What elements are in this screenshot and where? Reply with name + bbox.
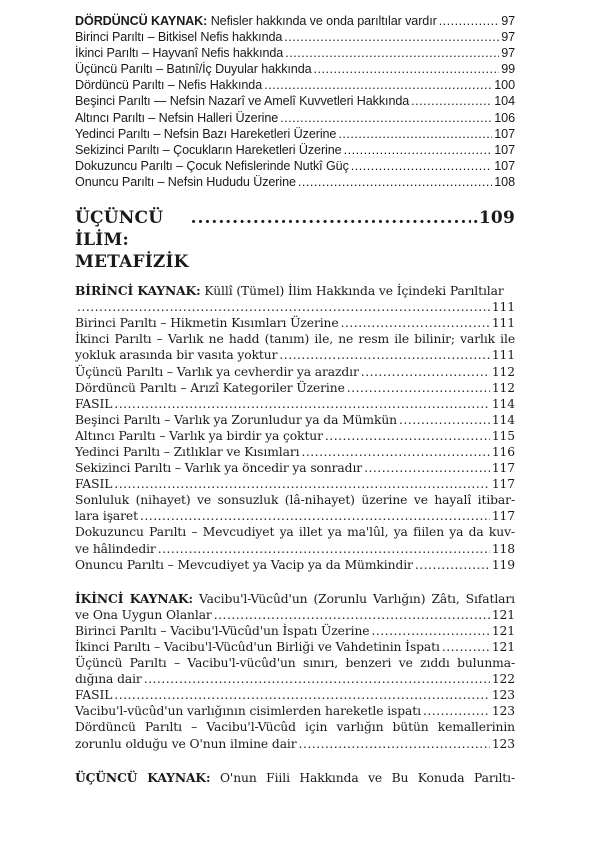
dot-leader	[351, 158, 492, 174]
page-number: 108	[494, 174, 515, 189]
toc-source-heading	[75, 770, 515, 786]
toc-entry	[75, 142, 515, 158]
entry-title: Yedinci Parıltı – Zıtlıklar ve Kısımları	[75, 444, 300, 459]
dot-leader	[214, 607, 490, 623]
page-number: 107	[494, 142, 515, 157]
entry-title: İkinci Parıltı – Vacibu'l-Vücûd'un Birliği ve Vahdetinin İspatı	[75, 640, 440, 654]
page-number: 97	[501, 46, 515, 61]
page-number: 111	[491, 348, 515, 363]
source-label: İKİNCİ KAYNAK:	[75, 590, 193, 606]
page-number: 112	[491, 364, 515, 379]
toc-entry	[75, 460, 515, 476]
toc-entry-title-line: Dördüncü Parıltı – Vacibu'l-Vücûd için varlığın bütün kemallerinin	[75, 720, 515, 735]
dot-leader	[114, 476, 490, 492]
dot-leader	[439, 13, 500, 29]
entry-title: lara işaret	[75, 509, 138, 524]
dot-leader	[140, 508, 490, 524]
entry-title: Sekizinci Parıltı – Varlık ya öncedir ya sonradır	[75, 461, 363, 476]
toc-entry	[75, 347, 515, 363]
toc-source-entry	[75, 13, 515, 29]
dot-leader	[344, 142, 493, 158]
page-number: 114	[491, 396, 515, 411]
toc-entry	[75, 687, 515, 703]
toc-entry	[75, 607, 515, 623]
source-title: Vacibu'l-Vücûd'un (Zorunlu Varlığın) Zâtı, Sıfatları	[198, 591, 515, 606]
toc-entry	[75, 444, 515, 460]
dot-leader	[399, 412, 490, 428]
page-number: 111	[491, 316, 515, 331]
page-number: 97	[501, 14, 515, 28]
toc-entry-title-line: Üçüncü Parıltı – Vacibu'l-vücûd'un sınırı, benzeri ve zıddı bulunma-	[75, 656, 515, 671]
page-number: 118	[491, 541, 515, 556]
source-title: Nefisler hakkında ve onda parıltılar vardır	[210, 14, 437, 28]
toc-entry	[75, 396, 515, 412]
entry-title: Onuncu Parıltı – Nefsin Hududu Üzerine	[75, 174, 296, 189]
page-number: 123	[491, 736, 515, 751]
entry-title: ve hâlindedir	[75, 541, 156, 556]
entry-title: Altıncı Parıltı – Varlık ya birdir ya çoktur	[75, 428, 323, 443]
page-number: 119	[491, 557, 515, 572]
toc-source-heading	[75, 283, 515, 299]
dot-leader	[361, 364, 490, 380]
source-label: DÖRDÜNCÜ KAYNAK:	[75, 14, 208, 28]
page-number: 117	[491, 509, 515, 524]
dot-leader	[280, 110, 492, 126]
dot-leader	[411, 93, 492, 109]
toc-entry-title-line: Dokuzuncu Parıltı – Mevcudiyet ya illet ya ma'lûl, ya fiilen ya da kuv-	[75, 525, 515, 540]
page-number: 116	[491, 444, 515, 459]
page-number: 123	[491, 704, 515, 719]
page-number: 106	[494, 110, 515, 125]
toc-entry	[75, 126, 515, 142]
entry-title: Onuncu Parıltı – Mevcudiyet ya Vacip ya da Mümkindir	[75, 557, 413, 572]
dot-leader	[347, 380, 490, 396]
entry-title: dığına dair	[75, 672, 142, 687]
dot-leader	[158, 541, 490, 557]
dot-leader	[264, 77, 492, 93]
dot-leader	[423, 703, 490, 719]
entry-title: Dördüncü Parıltı – Arızî Kategoriler Üzerine	[75, 380, 345, 395]
entry-title: Beşinci Parıltı — Nefsin Nazarî ve Amelî Kuvvetleri Hakkında	[75, 94, 410, 109]
dot-leader	[144, 671, 490, 687]
entry-title: Dördüncü Parıltı – Nefis Hakkında	[75, 78, 263, 93]
toc-entry	[75, 639, 515, 655]
toc-entry	[75, 315, 515, 331]
entry-title: Üçüncü Parıltı – Batınî/İç Duyular hakkında	[75, 62, 312, 77]
page-number: 100	[494, 78, 515, 93]
entry-title: Birinci Parıltı – Hikmetin Kısımları Üzerine	[75, 316, 339, 331]
toc-entry	[75, 110, 515, 126]
page-number: 123	[491, 688, 515, 703]
entry-title: Üçüncü Parıltı – Varlık ya cevherdir ya arazdır	[75, 364, 359, 379]
page-number: 121	[491, 640, 515, 654]
dot-leader	[325, 428, 490, 444]
entry-title: ve Ona Uygun Olanlar	[75, 607, 212, 622]
entry-title: Birinci Parıltı – Bitkisel Nefis hakkında	[75, 30, 283, 45]
toc-entry	[75, 93, 515, 109]
entry-title: yokluk arasında bir vasıta yoktur	[75, 348, 278, 363]
toc-entry	[75, 541, 515, 557]
chapter-page-number: .109	[472, 208, 515, 229]
page-number: 115	[491, 428, 515, 443]
toc-entry	[75, 299, 515, 315]
source-title: Küllî (Tümel) İlim Hakkında ve İçindeki Parıltılar	[204, 284, 504, 299]
page-number: 99	[501, 62, 515, 77]
dot-leader	[279, 347, 489, 363]
toc-entry	[75, 412, 515, 428]
toc-entry	[75, 623, 515, 639]
page-number: 104	[494, 94, 515, 109]
dot-leader	[415, 557, 490, 573]
dot-leader	[114, 687, 490, 703]
page-number: 122	[491, 672, 515, 687]
dot-leader	[301, 444, 489, 460]
dot-leader	[371, 623, 489, 639]
toc-entry	[75, 174, 515, 190]
entry-title: FASIL	[75, 396, 113, 411]
section-spacer	[75, 752, 515, 770]
toc-entry	[75, 508, 515, 524]
toc-source-heading	[75, 591, 515, 607]
page-number: 117	[491, 461, 515, 476]
section-spacer	[75, 573, 515, 591]
toc-entry	[75, 736, 515, 752]
chapter-title: ÜÇÜNCÜ İLİM: METAFİZİK	[75, 208, 189, 273]
entry-title: FASIL	[75, 477, 113, 492]
entry-title: Birinci Parıltı – Vacibu'l-Vücûd'un İspatı Üzerine	[75, 623, 370, 638]
source-label: BİRİNCİ KAYNAK:	[75, 283, 201, 299]
toc-entry	[75, 29, 515, 45]
page-number: 117	[491, 477, 515, 492]
source-title: O'nun Fiili Hakkında ve Bu Konuda Parıltı-	[219, 770, 515, 785]
toc-entry	[75, 476, 515, 492]
dot-leader	[191, 207, 471, 229]
toc-entry	[75, 45, 515, 61]
dot-leader	[442, 639, 490, 655]
source-label: ÜÇÜNCÜ KAYNAK:	[75, 769, 211, 785]
toc-entry-title-line: İkinci Parıltı – Varlık ne hadd (tanım) ile, ne resm ile bilinir; varlık ile	[75, 332, 515, 347]
page-number: 114	[491, 412, 515, 427]
dot-leader	[314, 61, 500, 77]
toc-entry	[75, 77, 515, 93]
dot-leader	[298, 174, 492, 190]
dot-leader	[285, 45, 499, 61]
dot-leader	[284, 29, 499, 45]
toc-entry	[75, 380, 515, 396]
page-number: 97	[501, 30, 515, 45]
page-number: 112	[491, 380, 515, 395]
chapter-heading	[75, 207, 515, 273]
page-number: 111	[491, 300, 515, 315]
dot-leader	[364, 460, 490, 476]
entry-title: Beşinci Parıltı – Varlık ya Zorunludur ya da Mümkün	[75, 412, 397, 427]
entry-title: Sekizinci Parıltı – Çocukların Hareketleri Üzerine	[75, 142, 342, 157]
toc-entry	[75, 158, 515, 174]
dot-leader	[77, 299, 490, 315]
toc-entry	[75, 428, 515, 444]
toc-entry	[75, 557, 515, 573]
toc-entry	[75, 364, 515, 380]
entry-title: Altıncı Parıltı – Nefsin Halleri Üzerine	[75, 110, 279, 125]
dot-leader	[338, 126, 492, 142]
dot-leader	[341, 315, 490, 331]
entry-title: Vacibu'l-vücûd'un varlığının cisimlerden hareketle ispatı	[75, 704, 421, 719]
toc-entry-title-line: Sonluluk (nihayet) ve sonsuzluk (lâ-nihayet) üzerine ve hayalî itibar-	[75, 493, 515, 508]
dot-leader	[114, 396, 490, 412]
toc-entry	[75, 703, 515, 719]
toc-entry	[75, 61, 515, 77]
entry-title: Dokuzuncu Parıltı – Çocuk Nefislerinde Nutkî Güç	[75, 158, 349, 173]
entry-title: FASIL	[75, 688, 113, 703]
page-number: 121	[491, 623, 515, 638]
dot-leader	[299, 736, 490, 752]
table-of-contents	[75, 13, 515, 786]
page-number: 107	[494, 126, 515, 141]
entry-title: İkinci Parıltı – Hayvanî Nefis hakkında	[75, 46, 284, 61]
toc-entry-list	[75, 29, 515, 190]
entry-title: Yedinci Parıltı – Nefsin Bazı Hareketleri Üzerine	[75, 126, 337, 141]
entry-title: zorunlu olduğu ve O'nun ilmine dair	[75, 736, 297, 751]
page-number: 107	[494, 158, 515, 173]
toc-entry	[75, 671, 515, 687]
page-number: 121	[491, 607, 515, 622]
